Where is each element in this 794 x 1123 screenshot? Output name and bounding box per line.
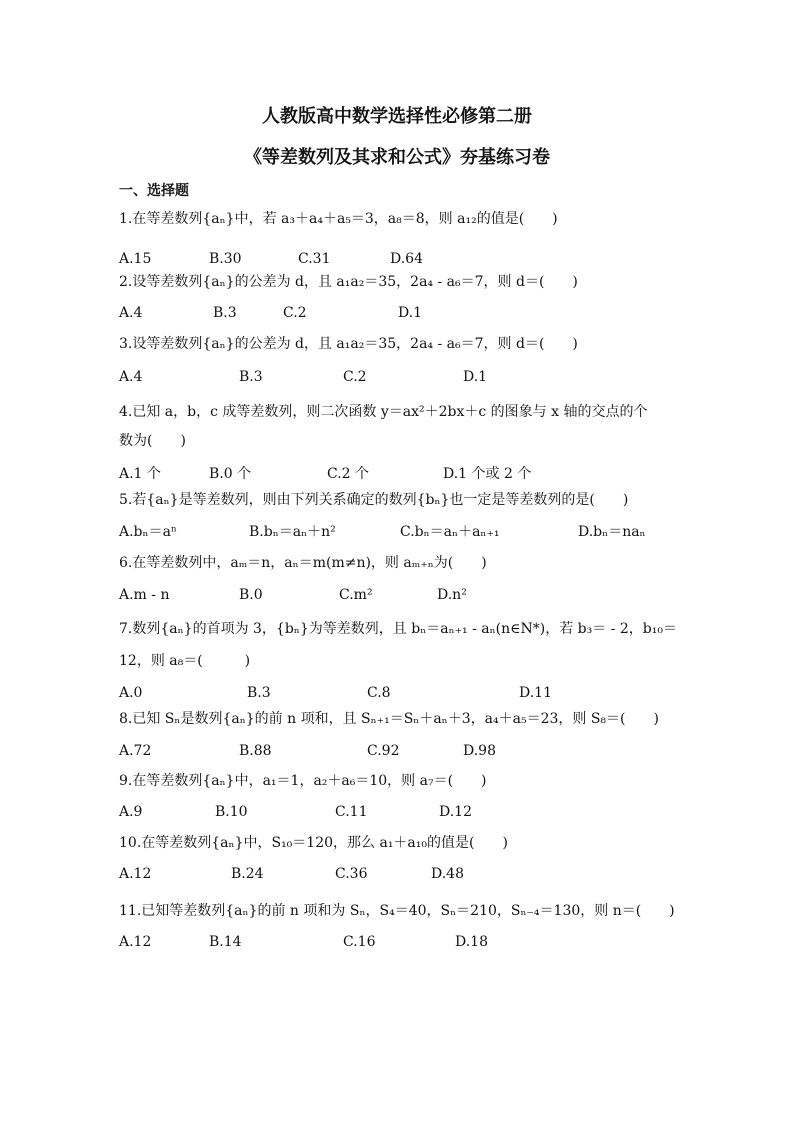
answer-option-b: B.3	[239, 369, 263, 385]
answer-option-a: A.12	[119, 866, 152, 882]
answer-option-b: B.24	[231, 866, 264, 882]
question-text: 数为( )	[119, 433, 186, 449]
answer-option-c: C.bₙ＝aₙ＋aₙ₊₁	[400, 524, 500, 540]
answer-option-b: B.3	[247, 685, 271, 701]
question-text: 11.已知等差数列{aₙ}的前 n 项和为 Sₙ，S₄＝40，Sₙ＝210，Sₙ₋₄＝130，则 n＝( )	[119, 903, 675, 919]
answer-option-c: C.36	[335, 866, 368, 882]
answer-option-a: A.m - n	[119, 587, 170, 603]
document-subtitle: 《等差数列及其求和公式》夯基练习卷	[244, 147, 550, 168]
question-text: 7.数列{aₙ}的首项为 3，{bₙ}为等差数列，且 bₙ＝aₙ₊₁ - aₙ(n∈N*)，若 b₃＝ - 2，b₁₀＝	[119, 621, 677, 637]
question-text: 8.已知 Sₙ是数列{aₙ}的前 n 项和，且 Sₙ₊₁＝Sₙ＋aₙ＋3，a₄＋a₅＝23，则 S₈＝( )	[119, 711, 659, 727]
question-text: 2.设等差数列{aₙ}的公差为 d，且 a₁a₂＝35，2a₄ - a₆＝7，则 d＝( )	[119, 274, 578, 290]
answer-option-c: C.8	[367, 685, 391, 701]
question-text: 4.已知 a，b，c 成等差数列，则二次函数 y＝ax²＋2bx＋c 的图象与 x 轴的交点的个	[119, 404, 648, 420]
answer-option-c: C.16	[343, 934, 376, 950]
answer-option-d: D.12	[439, 804, 472, 820]
answer-option-a: A.1 个	[119, 466, 161, 482]
answer-option-a: A.4	[119, 305, 143, 321]
answer-option-d: D.1	[463, 369, 488, 385]
answer-option-a: A.72	[119, 743, 152, 759]
answer-option-d: D.48	[431, 866, 464, 882]
answer-option-b: B.bₙ＝aₙ＋n²	[249, 524, 336, 540]
answer-option-d: D.bₙ＝naₙ	[578, 524, 646, 540]
answer-option-a: A.9	[119, 804, 143, 820]
answer-option-b: B.0	[239, 587, 263, 603]
answer-option-b: B.14	[209, 934, 242, 950]
answer-option-b: B.88	[239, 743, 272, 759]
answer-option-b: B.10	[215, 804, 248, 820]
answer-option-c: C.11	[335, 804, 368, 820]
answer-option-c: C.92	[367, 743, 400, 759]
answer-option-a: A.bₙ＝aⁿ	[119, 524, 177, 540]
answer-option-b: B.3	[213, 305, 237, 321]
document-title: 人教版高中数学选择性必修第二册	[262, 106, 532, 127]
question-text: 12，则 a₈＝( )	[119, 653, 251, 669]
answer-option-d: D.18	[455, 934, 488, 950]
answer-option-d: D.98	[463, 743, 496, 759]
answer-option-c: C.2	[283, 305, 307, 321]
answer-option-d: D.1 个或 2 个	[443, 466, 532, 482]
answer-option-d: D.n²	[437, 587, 467, 603]
answer-option-c: C.31	[298, 251, 331, 267]
answer-option-c: C.m²	[339, 587, 373, 603]
answer-option-a: A.4	[119, 369, 143, 385]
question-text: 10.在等差数列{aₙ}中，S₁₀＝120，那么 a₁＋a₁₀的值是( )	[119, 835, 508, 851]
question-text: 3.设等差数列{aₙ}的公差为 d，且 a₁a₂＝35，2a₄ - a₆＝7，则 d＝( )	[119, 336, 578, 352]
answer-option-a: A.15	[119, 251, 152, 267]
question-text: 1.在等差数列{aₙ}中，若 a₃＋a₄＋a₅＝3，a₈＝8，则 a₁₂的值是( )	[119, 211, 558, 227]
answer-option-c: C.2 个	[327, 466, 370, 482]
question-text: 5.若{aₙ}是等差数列，则由下列关系确定的数列{bₙ}也一定是等差数列的是( )	[119, 492, 629, 508]
answer-option-d: D.64	[390, 251, 423, 267]
question-text: 6.在等差数列中，aₘ＝n，aₙ＝m(m≠n)，则 aₘ₊ₙ为( )	[119, 555, 487, 571]
answer-option-a: A.0	[119, 685, 143, 701]
section-heading: 一、选择题	[119, 183, 189, 199]
answer-option-a: A.12	[119, 934, 152, 950]
answer-option-b: B.30	[209, 251, 242, 267]
answer-option-d: D.1	[398, 305, 423, 321]
answer-option-b: B.0 个	[209, 466, 252, 482]
answer-option-c: C.2	[343, 369, 367, 385]
answer-option-d: D.11	[519, 685, 552, 701]
question-text: 9.在等差数列{aₙ}中，a₁＝1，a₂＋a₆＝10，则 a₇＝( )	[119, 773, 487, 789]
